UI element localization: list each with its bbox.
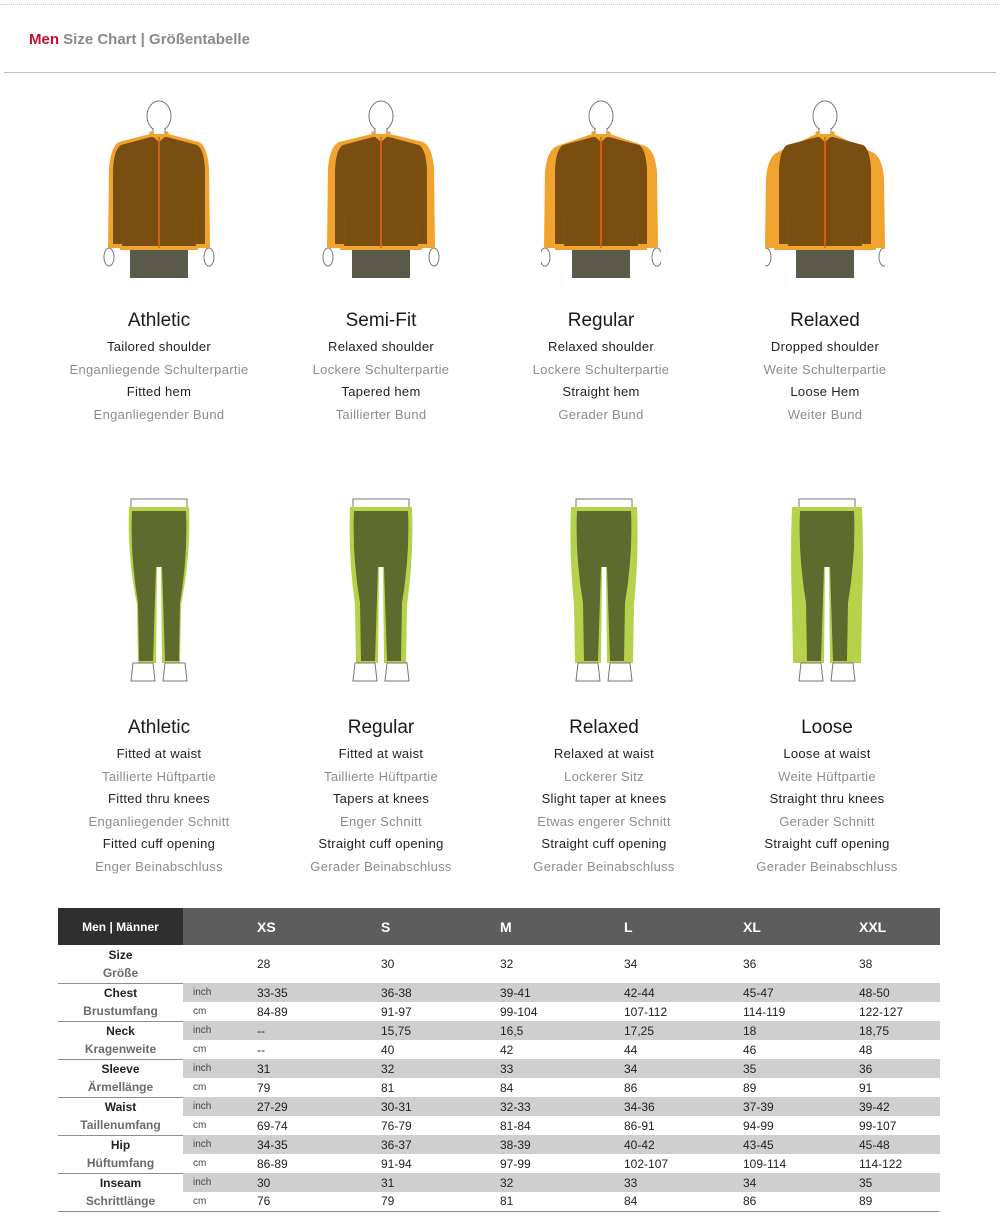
pant-feature-en: Straight cuff opening [764, 836, 890, 852]
table-cell: 84 [500, 1080, 514, 1095]
table-cell: 45-48 [845, 1135, 940, 1154]
jacket-fit-name: Semi-Fit [345, 310, 417, 331]
size-header: L [610, 908, 729, 945]
unit-cell [183, 945, 243, 983]
table-unit-header [183, 908, 243, 945]
pant-fit-athletic [49, 495, 269, 879]
table-cell: 34 [624, 957, 638, 971]
pant-fit-relaxed [494, 495, 714, 879]
row-label-de: Brustumfang [83, 1004, 158, 1019]
table-cell: 39-42 [845, 1097, 940, 1116]
unit-cell: inch [183, 1135, 243, 1154]
table-cell: 30 [381, 957, 395, 971]
table-cell: -- [257, 1042, 265, 1057]
table-row [58, 1154, 940, 1173]
table-cell: 16,5 [486, 1021, 610, 1040]
table-cell: 79 [367, 1192, 486, 1211]
row-label-de: Kragenweite [84, 1042, 157, 1057]
pant-feature-de: Gerader Beinabschluss [756, 858, 898, 874]
table-cell: 48-50 [845, 983, 940, 1002]
table-cell: 27-29 [243, 1097, 367, 1116]
table-row [58, 1002, 940, 1021]
header-divider [4, 72, 996, 73]
pant-feature-de: Gerader Beinabschluss [533, 858, 675, 874]
table-cell: 76 [243, 1192, 367, 1211]
pant-feature-de: Enger Schnitt [340, 813, 422, 829]
table-row [58, 1097, 940, 1116]
jacket-illustration-icon [49, 98, 269, 278]
page-title-accent: Men [29, 31, 59, 48]
table-row [58, 1192, 940, 1211]
size-header: XXL [845, 908, 940, 945]
row-label-en: Inseam [58, 1173, 183, 1192]
table-cell: -- [243, 1021, 367, 1040]
row-label-en: Size [108, 947, 133, 962]
jacket-fit-name: Athletic [127, 310, 191, 331]
table-cell: 86 [729, 1192, 845, 1211]
table-cell: 81-84 [500, 1118, 531, 1133]
unit-cell: inch [183, 1173, 243, 1192]
jacket-feature-en: Fitted hem [126, 384, 192, 400]
table-cell: 81 [381, 1080, 395, 1095]
table-cell: 114-119 [743, 1004, 786, 1019]
table-corner-label: Men | Männer [58, 908, 183, 945]
pant-illustration-icon [271, 495, 491, 687]
pant-illustration-icon [49, 495, 269, 687]
pant-fit-name: Relaxed [569, 717, 639, 738]
pant-feature-de: Taillierte Hüftpartie [102, 768, 216, 784]
table-cell: 76-79 [381, 1118, 412, 1133]
page-title-rest: Size Chart | Größentabelle [59, 31, 250, 48]
pant-fit-name: Athletic [127, 717, 191, 738]
pant-feature-en: Loose at waist [783, 746, 871, 761]
size-header: M [486, 908, 610, 945]
table-cell: 28 [257, 957, 271, 971]
jacket-feature-de: Taillierter Bund [335, 406, 427, 422]
pant-feature-en: Tapers at knees [332, 791, 430, 807]
jacket-fit-name: Regular [567, 310, 635, 331]
row-label-en: Hip [58, 1135, 183, 1154]
table-row [58, 1021, 940, 1040]
table-cell: 39-41 [486, 983, 610, 1002]
pant-feature-en: Fitted thru knees [108, 791, 210, 807]
table-cell: 42 [500, 1042, 514, 1057]
table-cell: 33-35 [243, 983, 367, 1002]
table-cell: 17,25 [610, 1021, 729, 1040]
size-header: XL [729, 908, 845, 945]
table-cell: 102-107 [624, 1156, 669, 1171]
table-cell: 37-39 [729, 1097, 845, 1116]
table-cell: 114-122 [859, 1156, 903, 1171]
pant-feature-de: Gerader Schnitt [779, 813, 875, 829]
table-cell: 89 [845, 1192, 940, 1211]
table-cell: 31 [367, 1173, 486, 1192]
pant-feature-de: Etwas engerer Schnitt [537, 813, 671, 829]
table-cell: 46 [743, 1042, 757, 1057]
table-cell: 38 [859, 957, 873, 971]
row-label-de: Taillenumfang [80, 1118, 161, 1133]
table-row [58, 1116, 940, 1135]
jacket-feature-de: Gerader Bund [558, 406, 644, 422]
jacket-feature-de: Weite Schulterpartie [763, 361, 887, 377]
size-header: S [367, 908, 486, 945]
jacket-illustration-icon [271, 98, 491, 278]
table-row-size [58, 945, 940, 983]
table-row [58, 983, 940, 1002]
jacket-feature-en: Dropped shoulder [770, 339, 880, 354]
table-row [58, 1135, 940, 1154]
pant-fit-name: Regular [347, 717, 415, 738]
table-cell: 86-91 [624, 1118, 655, 1133]
table-cell: 35 [729, 1059, 845, 1078]
pant-feature-de: Enganliegender Schnitt [88, 813, 230, 829]
unit-cell: cm [193, 1158, 207, 1169]
table-cell: 32 [500, 957, 514, 971]
table-cell: 99-107 [859, 1118, 897, 1133]
unit-cell: cm [193, 1006, 207, 1017]
table-cell: 30 [243, 1173, 367, 1192]
table-cell: 36-38 [367, 983, 486, 1002]
pant-feature-de: Gerader Beinabschluss [310, 858, 452, 874]
pant-feature-de: Enger Beinabschluss [95, 858, 223, 874]
row-label-en: Neck [58, 1021, 183, 1040]
table-cell: 94-99 [743, 1118, 774, 1133]
unit-cell: inch [183, 1021, 243, 1040]
pant-feature-de: Lockerer Sitz [564, 768, 644, 784]
table-cell: 40 [381, 1042, 395, 1057]
table-cell: 40-42 [610, 1135, 729, 1154]
table-cell: 79 [257, 1080, 271, 1095]
pant-feature-en: Slight taper at knees [541, 791, 667, 807]
size-header: XS [243, 908, 367, 945]
table-row [58, 1078, 940, 1097]
table-cell: 32-33 [486, 1097, 610, 1116]
pant-feature-en: Fitted cuff opening [102, 836, 216, 852]
unit-cell: cm [193, 1120, 207, 1131]
table-cell: 33 [486, 1059, 610, 1078]
table-header-row [58, 908, 940, 945]
unit-cell: inch [183, 983, 243, 1002]
table-row [58, 1059, 940, 1078]
unit-cell: cm [193, 1044, 207, 1055]
jacket-feature-de: Lockere Schulterpartie [532, 361, 670, 377]
table-cell: 36-37 [367, 1135, 486, 1154]
pant-feature-en: Fitted at waist [338, 746, 424, 761]
size-table [58, 908, 940, 1212]
unit-cell: cm [183, 1192, 243, 1211]
table-cell: 91-97 [381, 1004, 412, 1019]
row-label-en: Chest [58, 983, 183, 1002]
table-cell: 81 [486, 1192, 610, 1211]
pant-feature-de: Weite Hüftpartie [778, 768, 876, 784]
table-cell: 15,75 [367, 1021, 486, 1040]
table-cell: 99-104 [500, 1004, 538, 1019]
table-cell: 32 [486, 1173, 610, 1192]
table-cell: 109-114 [743, 1156, 787, 1171]
table-cell: 34-36 [610, 1097, 729, 1116]
table-cell: 42-44 [610, 983, 729, 1002]
unit-cell: inch [183, 1059, 243, 1078]
jacket-fit-athletic [49, 98, 269, 426]
pant-illustration-icon [494, 495, 714, 687]
jacket-feature-en: Relaxed shoulder [328, 339, 434, 354]
row-label-de: Hüftumfang [86, 1156, 155, 1171]
table-cell: 38-39 [486, 1135, 610, 1154]
row-label-de: Größe [102, 965, 139, 980]
table-cell: 45-47 [729, 983, 845, 1002]
table-cell: 107-112 [624, 1004, 668, 1019]
top-dotted-rule [0, 4, 1000, 5]
table-cell: 33 [610, 1173, 729, 1192]
jacket-fit-name: Relaxed [790, 310, 860, 331]
table-cell: 84 [610, 1192, 729, 1211]
pant-feature-en: Straight thru knees [769, 791, 885, 807]
table-cell: 48 [859, 1042, 873, 1057]
table-cell: 86-89 [257, 1156, 288, 1171]
table-cell: 34 [610, 1059, 729, 1078]
jacket-feature-de: Weiter Bund [787, 406, 863, 422]
table-cell: 44 [624, 1042, 638, 1057]
table-cell: 91 [859, 1080, 873, 1095]
page-title [29, 31, 250, 48]
jacket-fit-semi-fit [271, 98, 491, 426]
jacket-feature-en: Tailored shoulder [106, 339, 212, 354]
row-label-size [58, 945, 183, 983]
jacket-feature-de: Lockere Schulterpartie [312, 361, 450, 377]
jacket-feature-de: Enganliegende Schulterpartie [69, 361, 249, 377]
jacket-fit-relaxed [715, 98, 935, 426]
row-label-en: Waist [58, 1097, 183, 1116]
table-cell: 91-94 [381, 1156, 412, 1171]
table-cell: 122-127 [859, 1004, 904, 1019]
table-cell: 34 [729, 1173, 845, 1192]
table-cell: 18 [729, 1021, 845, 1040]
jacket-feature-de: Enganliegender Bund [93, 406, 225, 422]
table-cell: 36 [743, 957, 757, 971]
pant-feature-en: Fitted at waist [116, 746, 202, 761]
pant-feature-en: Relaxed at waist [553, 746, 655, 761]
jacket-feature-en: Relaxed shoulder [548, 339, 654, 354]
pant-illustration-icon [717, 495, 937, 687]
table-cell: 34-35 [243, 1135, 367, 1154]
jacket-feature-en: Loose Hem [790, 384, 860, 400]
unit-cell: cm [193, 1082, 207, 1093]
table-cell: 69-74 [257, 1118, 288, 1133]
jacket-feature-en: Tapered hem [341, 384, 421, 400]
table-cell: 36 [845, 1059, 940, 1078]
table-cell: 43-45 [729, 1135, 845, 1154]
jacket-fit-regular [491, 98, 711, 426]
row-label-de: Schrittlänge [58, 1192, 183, 1211]
table-cell: 32 [367, 1059, 486, 1078]
table-cell: 35 [845, 1173, 940, 1192]
table-cell: 89 [743, 1080, 757, 1095]
jacket-illustration-icon [491, 98, 711, 278]
table-row [58, 1040, 940, 1059]
table-cell: 31 [243, 1059, 367, 1078]
table-body [58, 945, 940, 1211]
pant-feature-de: Taillierte Hüftpartie [324, 768, 438, 784]
table-cell: 86 [624, 1080, 638, 1095]
jacket-feature-en: Straight hem [562, 384, 640, 400]
table-cell: 30-31 [367, 1097, 486, 1116]
row-label-en: Sleeve [58, 1059, 183, 1078]
pant-feature-en: Straight cuff opening [541, 836, 667, 852]
pant-feature-en: Straight cuff opening [318, 836, 444, 852]
pant-fit-loose [717, 495, 937, 879]
unit-cell: inch [183, 1097, 243, 1116]
pant-fit-regular [271, 495, 491, 879]
table-cell: 84-89 [257, 1004, 288, 1019]
table-row [58, 1173, 940, 1192]
jacket-illustration-icon [715, 98, 935, 278]
table-cell: 97-99 [500, 1156, 531, 1171]
table-cell: 18,75 [845, 1021, 940, 1040]
row-label-de: Ärmellänge [87, 1080, 154, 1095]
pant-fit-name: Loose [801, 717, 853, 738]
